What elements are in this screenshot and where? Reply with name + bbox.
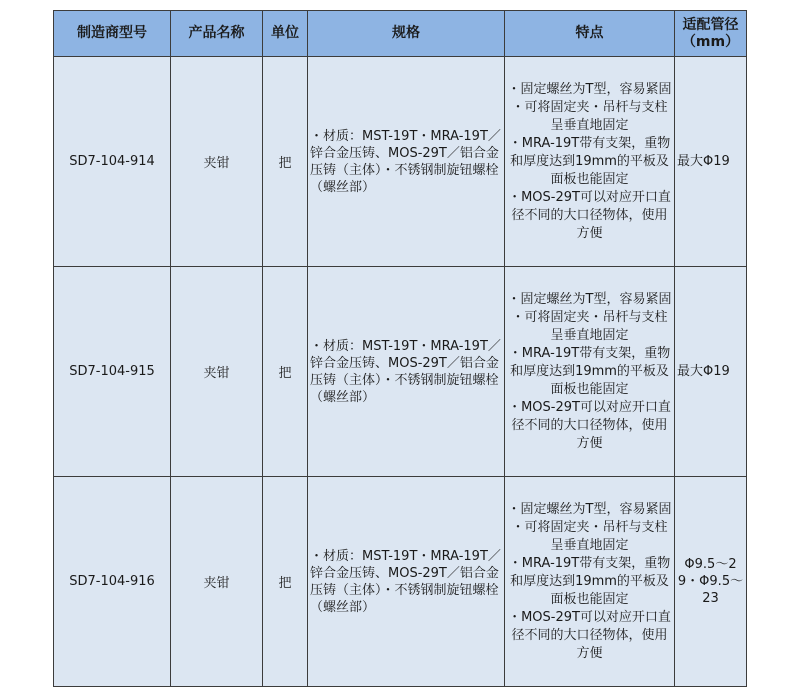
header-product-name: 产品名称 (171, 11, 263, 57)
header-row (54, 11, 747, 57)
product-spec-table (53, 10, 747, 687)
model-cell: SD7-104-916 (54, 477, 171, 687)
feature-item: ・可将固定夹・吊杆与支柱呈垂直地固定 (511, 519, 668, 553)
model-cell: SD7-104-914 (54, 57, 171, 267)
pipe-diameter-cell: 最大Φ19 (675, 267, 747, 477)
table-row (54, 267, 747, 477)
spec-cell: ・材质：MST-19T・MRA-19T／锌合金压铸、MOS-29T／铝合金压铸（主体）・不锈钢制旋钮螺栓（螺丝部） (308, 57, 505, 267)
pipe-diameter-cell: 最大Φ19 (675, 57, 747, 267)
model-cell: SD7-104-915 (54, 267, 171, 477)
unit-cell: 把 (263, 477, 308, 687)
feature-item: ・MOS-29T可以对应开口直径不同的大口径物体，使用方便 (508, 189, 671, 241)
header-model: 制造商型号 (54, 11, 171, 57)
spec-cell: ・材质：MST-19T・MRA-19T／锌合金压铸、MOS-29T／铝合金压铸（主体）・不锈钢制旋钮螺栓（螺丝部） (308, 267, 505, 477)
feature-item: ・固定螺丝为T型，容易紧固 (507, 291, 672, 307)
feature-item: ・可将固定夹・吊杆与支柱呈垂直地固定 (511, 99, 668, 133)
table-row (54, 477, 747, 687)
header-pipe-diameter: 适配管径（mm） (675, 11, 747, 57)
features-cell (505, 267, 675, 477)
feature-item: ・MRA-19T带有支架，重物和厚度达到19mm的平板及面板也能固定 (508, 555, 671, 607)
product-name-cell: 夹钳 (171, 267, 263, 477)
features-cell (505, 477, 675, 687)
feature-item: ・固定螺丝为T型，容易紧固 (507, 501, 672, 517)
header-unit: 单位 (263, 11, 308, 57)
feature-item: ・MRA-19T带有支架，重物和厚度达到19mm的平板及面板也能固定 (508, 345, 671, 397)
unit-cell: 把 (263, 267, 308, 477)
feature-item: ・MOS-29T可以对应开口直径不同的大口径物体，使用方便 (508, 609, 671, 661)
product-name-cell: 夹钳 (171, 477, 263, 687)
feature-item: ・MRA-19T带有支架，重物和厚度达到19mm的平板及面板也能固定 (508, 135, 671, 187)
pipe-diameter-cell: Φ9.5～29・Φ9.5～23 (675, 477, 747, 687)
header-features: 特点 (505, 11, 675, 57)
unit-cell: 把 (263, 57, 308, 267)
table-row (54, 57, 747, 267)
product-name-cell: 夹钳 (171, 57, 263, 267)
spec-cell: ・材质：MST-19T・MRA-19T／锌合金压铸、MOS-29T／铝合金压铸（主体）・不锈钢制旋钮螺栓（螺丝部） (308, 477, 505, 687)
feature-item: ・固定螺丝为T型，容易紧固 (507, 81, 672, 97)
feature-item: ・MOS-29T可以对应开口直径不同的大口径物体，使用方便 (508, 399, 671, 451)
header-spec: 规格 (308, 11, 505, 57)
features-cell (505, 57, 675, 267)
feature-item: ・可将固定夹・吊杆与支柱呈垂直地固定 (511, 309, 668, 343)
